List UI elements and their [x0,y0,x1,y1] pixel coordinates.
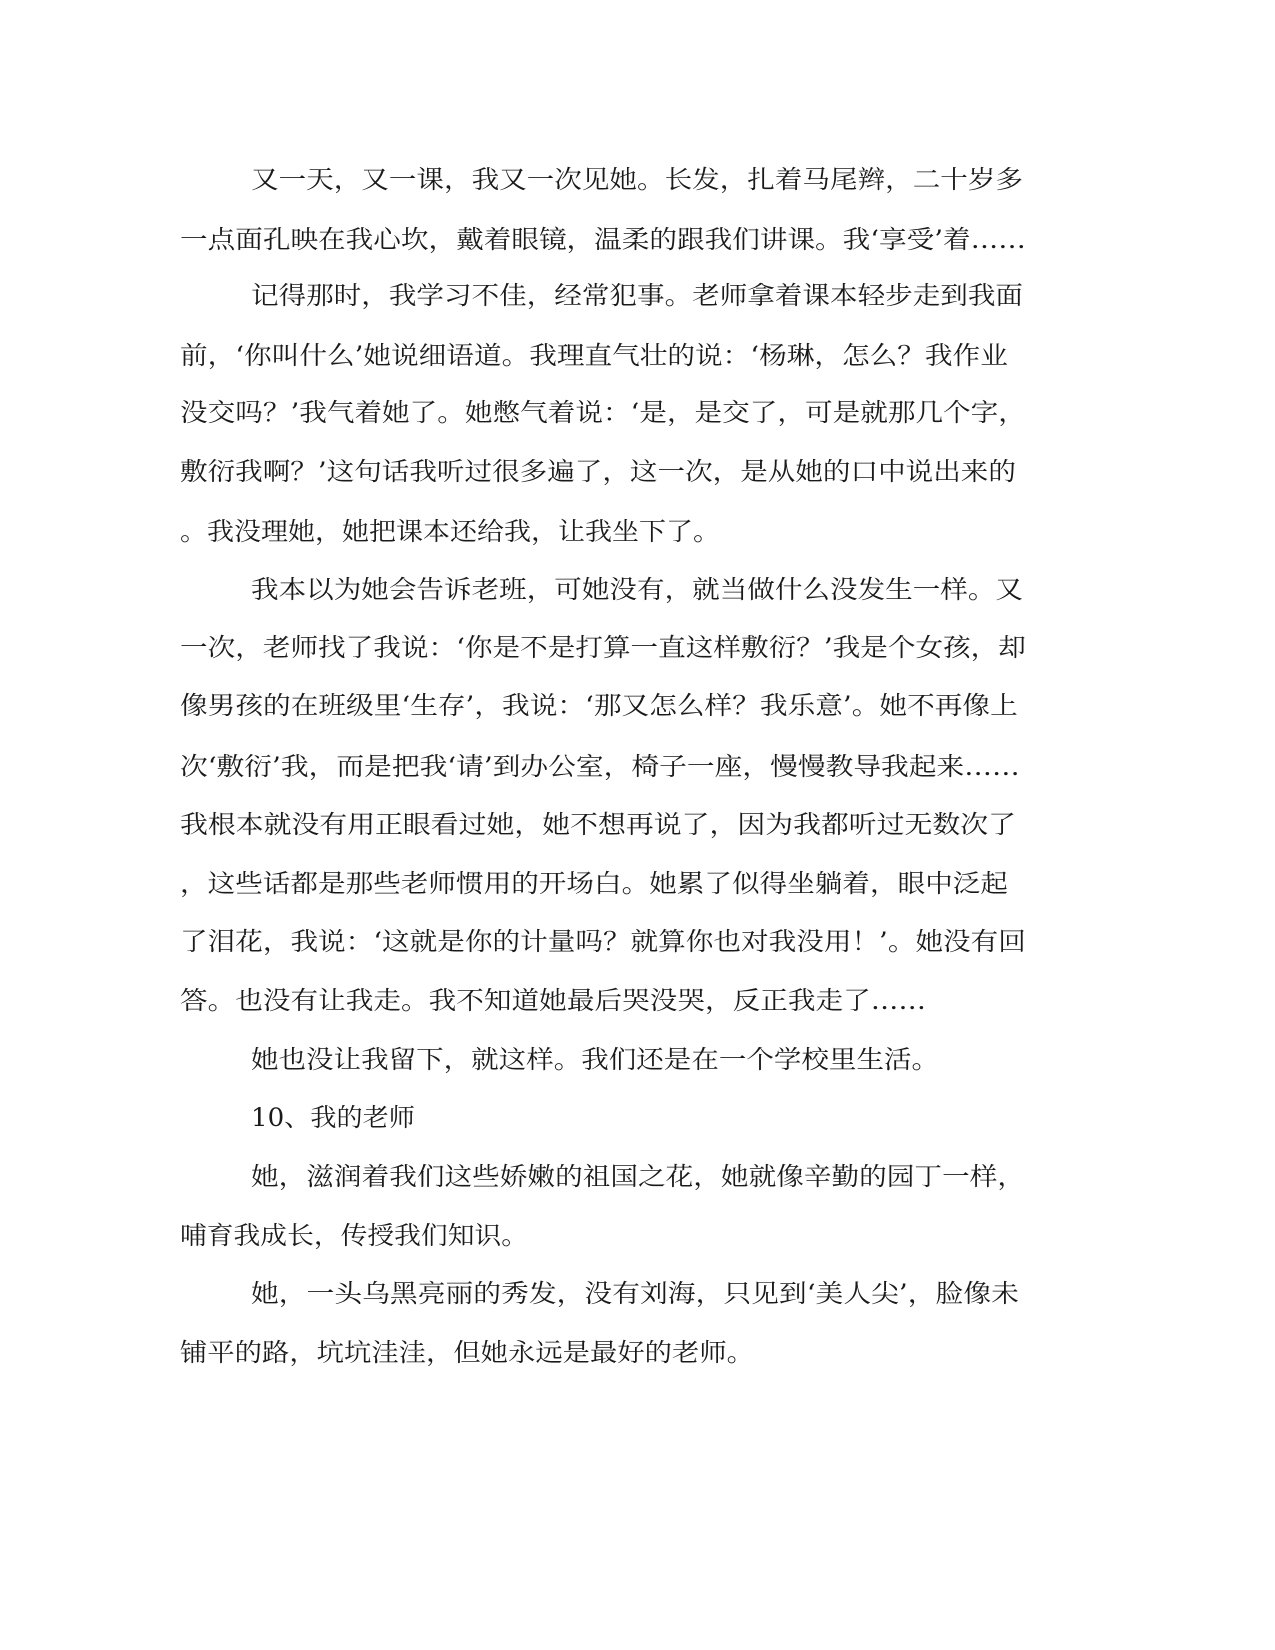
text-line: 她，一头乌黑亮丽的秀发，没有刘海，只见到‘美人尖’，脸像未 [251,1279,1019,1308]
text-line: 我本以为她会告诉老班，可她没有，就当做什么没发生一样。又 [251,575,1024,604]
text-line: 答。也没有让我走。我不知道她最后哭没哭，反正我走了…… [180,986,927,1015]
text-line: 前，‘你叫什么’她说细语道。我理直气壮的说：‘杨琳，怎么？我作业 [180,341,1008,370]
text-line: 我根本就没有用正眼看过她，她不想再说了，因为我都听过无数次了 [180,810,1017,839]
text-line: 又一天，又一课，我又一次见她。长发，扎着马尾辫，二十岁多 [251,165,1024,194]
text-line: 她，滋润着我们这些娇嫩的祖国之花，她就像辛勤的园丁一样， [251,1162,1026,1191]
text-line: 一点面孔映在我心坎，戴着眼镜，温柔的跟我们讲课。我‘享受’着…… [180,225,1026,254]
text-line: 。我没理她，她把课本还给我，让我坐下了。 [180,517,721,546]
text-line: 哺育我成长，传授我们知识。 [180,1221,529,1250]
section-heading: 10、我的老师 [251,1103,415,1132]
text-line: 记得那时，我学习不佳，经常犯事。老师拿着课本轻步走到我面 [251,281,1024,310]
text-line: 次‘敷衍’我，而是把我‘请’到办公室，椅子一座，慢慢教导我起来…… [180,752,1020,781]
text-line: 一次，老师找了我说：‘你是不是打算一直这样敷衍？’我是个女孩，却 [180,633,1026,662]
text-line: 了泪花，我说：‘这就是你的计量吗？就算你也对我没用！’。她没有回 [180,927,1026,956]
text-line: ，这些话都是那些老师惯用的开场白。她累了似得坐躺着，眼中泛起 [180,869,1009,898]
text-line: 敷衍我啊？’这句话我听过很多遍了，这一次，是从她的口中说出来的 [180,457,1016,486]
text-line: 没交吗？’我气着她了。她憋气着说：‘是，是交了，可是就那几个字， [180,398,1026,427]
text-line: 她也没让我留下，就这样。我们还是在一个学校里生活。 [251,1045,940,1074]
text-line: 像男孩的在班级里‘生存’，我说：‘那又怎么样？我乐意’。她不再像上 [180,691,1018,720]
text-line: 铺平的路，坑坑洼洼，但她永远是最好的老师。 [180,1338,755,1367]
